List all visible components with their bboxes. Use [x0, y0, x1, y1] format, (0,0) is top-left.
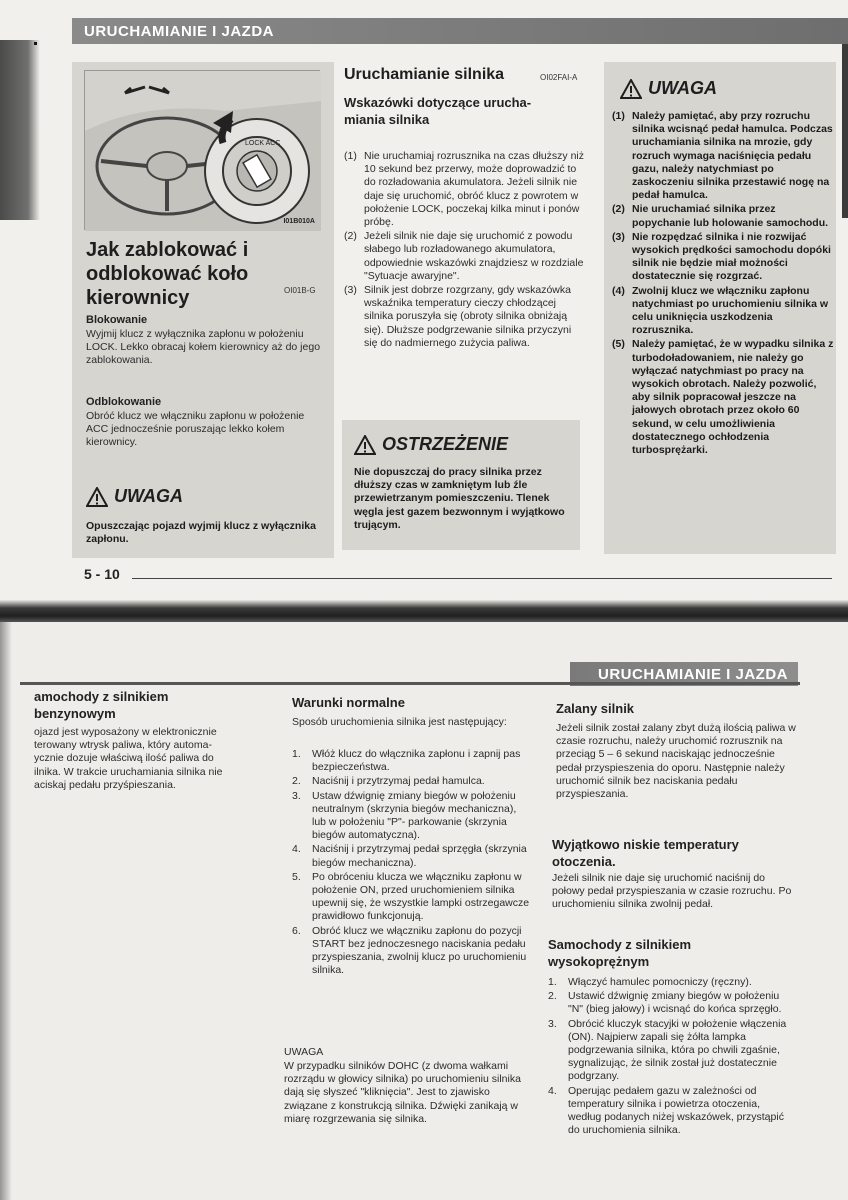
item-number: (3) — [612, 230, 625, 243]
list-item — [612, 338, 834, 457]
warning-title-text: UWAGA — [114, 486, 183, 506]
item-number: (2) — [612, 203, 625, 216]
section-header: URUCHAMIANIE I JAZDA — [72, 18, 848, 44]
list-item — [612, 285, 834, 338]
item-number: 2. — [548, 990, 557, 1003]
item-text: Należy pamiętać, że w wypadku silnika z turbodoładowaniem, nie należy go wyłączać natychmiast po pracy na wysokich obrotach. Należy pozwolić, aby silnik popracował jeszcze na jałowych obrotach przez około 60 sekund, w celu umożliwienia dostatecznego ochłodzenia turbosprężarki. — [632, 338, 834, 457]
start-subtitle — [344, 94, 531, 128]
item-number: (1) — [344, 150, 357, 162]
list-item — [612, 231, 834, 284]
unlock-text: Obróć klucz we włączniku zapłonu w położenie ACC jednocześnie poruszając lekko kołem kierownicy. — [86, 410, 305, 449]
cold-text: Jeżeli silnik nie daje się uruchomić naciśnij do połowy pedał przyspieszania w czasie rozruchu. Po uruchomieniu silnika zwolnij pedał. — [552, 872, 792, 911]
text-line: ycznie dozuje właściwą ilość paliwa do — [34, 752, 214, 765]
cold-title — [552, 836, 739, 870]
start-tips-list — [344, 150, 584, 351]
item-number: 5. — [292, 870, 301, 883]
lock-heading: Blokowanie — [86, 314, 148, 326]
item-number: 6. — [292, 924, 301, 937]
list-item — [292, 748, 532, 774]
item-text: Zwolnij klucz we włączniku zapłonu natychmiast po uruchomieniu silnika w celu uniknięcia uszkodzenia rozrusznika. — [632, 284, 829, 337]
page-shadow — [0, 622, 12, 1200]
petrol-text — [34, 726, 274, 792]
page-footer-rule — [132, 578, 832, 579]
item-number: 3. — [548, 1017, 557, 1030]
list-item — [548, 990, 790, 1016]
title-line: odblokować koło — [86, 263, 249, 285]
item-text: Włączyć hamulec pomocniczy (ręczny). — [568, 976, 752, 988]
text-line: ojazd jest wyposażony w elektronicznie — [34, 726, 217, 738]
item-number: 1. — [548, 976, 557, 988]
steering-lock-drawing — [85, 71, 321, 231]
title-line: amochody z silnikiem — [34, 689, 169, 704]
item-number: (5) — [612, 338, 625, 351]
item-text: Naciśnij i przytrzymaj pedał hamulca. — [312, 775, 485, 788]
caution-title — [354, 434, 508, 455]
warning-triangle-icon — [620, 79, 642, 99]
item-text: Nie uruchamiać silnika przez popychanie lub holowanie samochodu. — [632, 203, 829, 229]
dot-mark — [34, 42, 37, 45]
item-text: Ustaw dźwignię zmiany biegów w położeniu neutralnym (skrzynia biegów mechaniczna), lub w położeniu "P"- parkowanie (skrzynia biegów automatyczna). — [312, 789, 517, 842]
header-rule — [20, 682, 800, 685]
item-text: Nie uruchamiaj rozrusznika na czas dłuższy niż 10 sekund bez przerwy, może doprowadzić to do rozładowania akumulatora. Jeżeli silnik nie daje się uruchomić, obróć klucz z powrotem w położenie LOCK, poczekaj kilka minut i ponów próbę. — [364, 150, 585, 229]
item-text: Należy pamiętać, aby przy rozruchu silnika wcisnąć pedał hamulca. Podczas uruchamiania silnika na mrozie, gdy rozruch wymaga naciśnięcia pedału gazu, należy natychmiast po zaskoczeniu silnika przestawić nogę na pedał hamulca. — [632, 110, 833, 202]
item-number: 1. — [292, 748, 301, 760]
title-line: otoczenia. — [552, 854, 616, 869]
right-warning-list — [612, 110, 834, 458]
item-number: (2) — [344, 230, 357, 243]
start-title: Uruchamianie silnika — [344, 66, 505, 83]
list-item — [292, 775, 532, 788]
petrol-title — [34, 688, 168, 722]
warning-triangle-icon — [86, 487, 108, 507]
item-text: Jeżeli silnik nie daje się uruchomić z powodu słabego lub rozładowanego akumulatora, odpowiednie wskazówki znajdziesz w rozdziale "Sytuacje awaryjne". — [364, 230, 584, 282]
item-number: 4. — [548, 1084, 557, 1097]
normal-intro: Sposób uruchomienia silnika jest następujący: — [292, 716, 507, 728]
unlock-heading: Odblokowanie — [86, 396, 162, 408]
list-item — [548, 1085, 790, 1138]
diesel-title — [548, 936, 691, 970]
list-item — [292, 871, 532, 924]
item-text: Ustawić dźwignię zmiany biegów w położeniu "N" (bieg jałowy) i wcisnąć do końca sprzęgło. — [568, 990, 782, 1016]
item-text: Po obróceniu klucza we włączniku zapłonu w położenie ON, przed uruchomieniem silnika upewnij się, że wszystkie lampki ostrzegawcze prawidłowo funkcjonują. — [312, 870, 530, 923]
list-item — [612, 110, 834, 202]
normal-warning-title: UWAGA — [284, 1046, 324, 1058]
list-item — [292, 925, 532, 978]
title-line: Wyjątkowo niskie temperatury — [552, 837, 739, 852]
diesel-steps-list — [548, 976, 790, 1138]
caution-title-text: OSTRZEŻENIE — [382, 434, 509, 454]
list-item — [344, 284, 584, 350]
list-item — [344, 150, 584, 229]
list-item — [548, 976, 790, 989]
item-number: (3) — [344, 284, 357, 297]
item-text: Obróć klucz we włączniku zapłonu do pozycji START bez jednoczesnego naciskania pedału przyspieszania, zwolnij klucz po uruchomieniu silnika. — [312, 924, 527, 977]
steering-wheel-illustration — [84, 70, 320, 230]
item-number: (4) — [612, 284, 625, 297]
item-number: 3. — [292, 789, 301, 802]
title-line: Jak zablokować i — [86, 239, 249, 261]
illustration-code: I01B010A — [283, 218, 315, 225]
page-number: 5 - 10 — [84, 566, 120, 582]
warning-title — [86, 486, 183, 507]
item-number: (1) — [612, 110, 625, 122]
caution-text: Nie dopuszczaj do pracy silnika przez dłuższy czas w zamkniętym lub źle przewietrzanym pomieszczeniu. Tlenek węgla jest gazem bezwonnym i wyjątkowo trującym. — [354, 466, 565, 531]
lock-section-title — [86, 238, 248, 310]
normal-steps-list — [292, 748, 532, 978]
list-item — [612, 203, 834, 229]
title-line: wysokoprężnym — [548, 954, 650, 969]
warning-text: Opuszczając pojazd wyjmij klucz z wyłącznika zapłonu. — [86, 520, 316, 546]
flooded-title: Zalany silnik — [556, 701, 635, 716]
right-warning-title — [620, 78, 717, 99]
section-header: URUCHAMIANIE I JAZDA — [570, 662, 798, 686]
subtitle-line: Wskazówki dotyczące urucha- — [344, 95, 532, 110]
item-text: Włóż klucz do włącznika zapłonu i zapnij pas bezpieczeństwa. — [312, 748, 521, 774]
list-item — [548, 1018, 790, 1084]
flooded-text: Jeżeli silnik został zalany zbyt dużą ilością paliwa w czasie rozruchu, należy uruchomić rozrusznik na przeciąg 5 – 6 sekund naciskając jednocześnie pedał przyspieszenia do oporu. Następnie należy uruchomić silnik bez naciskania pedału przyspieszania. — [556, 722, 796, 801]
title-line: Samochody z silnikiem — [548, 937, 692, 952]
item-text: Nie rozpędzać silnika i nie rozwijać wysokich prędkości samochodu dopóki silnik nie będzie miał możności dostatecznie się rozgrzać. — [632, 230, 831, 283]
list-item — [344, 230, 584, 283]
text-line: ilnika. W trakcie uruchamiania silnika nie — [34, 765, 223, 778]
title-line: kierownicy — [86, 287, 190, 309]
list-item — [292, 843, 532, 869]
text-line: aciskaj pedału przyśpieszania. — [34, 778, 176, 791]
list-item — [292, 790, 532, 843]
item-text: Naciśnij i przytrzymaj pedał sprzęgła (skrzynia biegów mechaniczna). — [312, 843, 527, 869]
normal-title: Warunki normalne — [292, 695, 405, 710]
page-shadow — [0, 40, 40, 220]
svg-text:LOCK ACC: LOCK ACC — [245, 140, 281, 147]
bottom-page — [0, 622, 848, 1200]
section-code: OI01B-G — [284, 286, 316, 295]
warning-triangle-icon — [354, 435, 376, 455]
item-number: 2. — [292, 775, 301, 788]
subtitle-line: miania silnika — [344, 112, 430, 127]
start-code: OI02FAI-A — [540, 73, 578, 82]
page-edge-tab — [842, 28, 848, 218]
lock-text: Wyjmij klucz z wyłącznika zapłonu w położeniu LOCK. Lekko obracaj kołem kierownicy aż do jego zablokowania. — [86, 328, 321, 367]
item-number: 4. — [292, 843, 301, 856]
item-text: Operując pedałem gazu w zależności od temperatury silnika i powietrza otoczenia, według podanych niżej wskazówek, przystąpić do uruchomienia silnika. — [568, 1084, 784, 1137]
title-line: benzynowym — [34, 706, 116, 721]
normal-warning-text: W przypadku silników DOHC (z dwoma wałkami rozrządu w głowicy silnika) po uruchomieniu silnika dają się słyszeć "kliknięcia". Jest to zjawisko związane z konstrukcją silnika. Dźwięki zanikają w miarę rozgrzewania się silnika. — [284, 1060, 521, 1125]
item-text: Obrócić kluczyk stacyjki w położenie włączenia (ON). Najpierw zapali się żółta lampka podgrzewania silnika, która po chwili zgaśnie, sygnalizując, że silnik został już dostatecznie podgrzany. — [568, 1017, 787, 1083]
right-warning-title-text: UWAGA — [648, 78, 717, 98]
text-line: terowany wtrysk paliwa, który automa- — [34, 739, 212, 752]
item-text: Silnik jest dobrze rozgrzany, gdy wskazówka wskaźnika temperatury cieczy chłodzącej silnika poruszyła się (obroty silnika obniżają się). Dłuższe podgrzewanie silnika przyczyni się do nadmiernego zużycia paliwa. — [364, 284, 572, 349]
